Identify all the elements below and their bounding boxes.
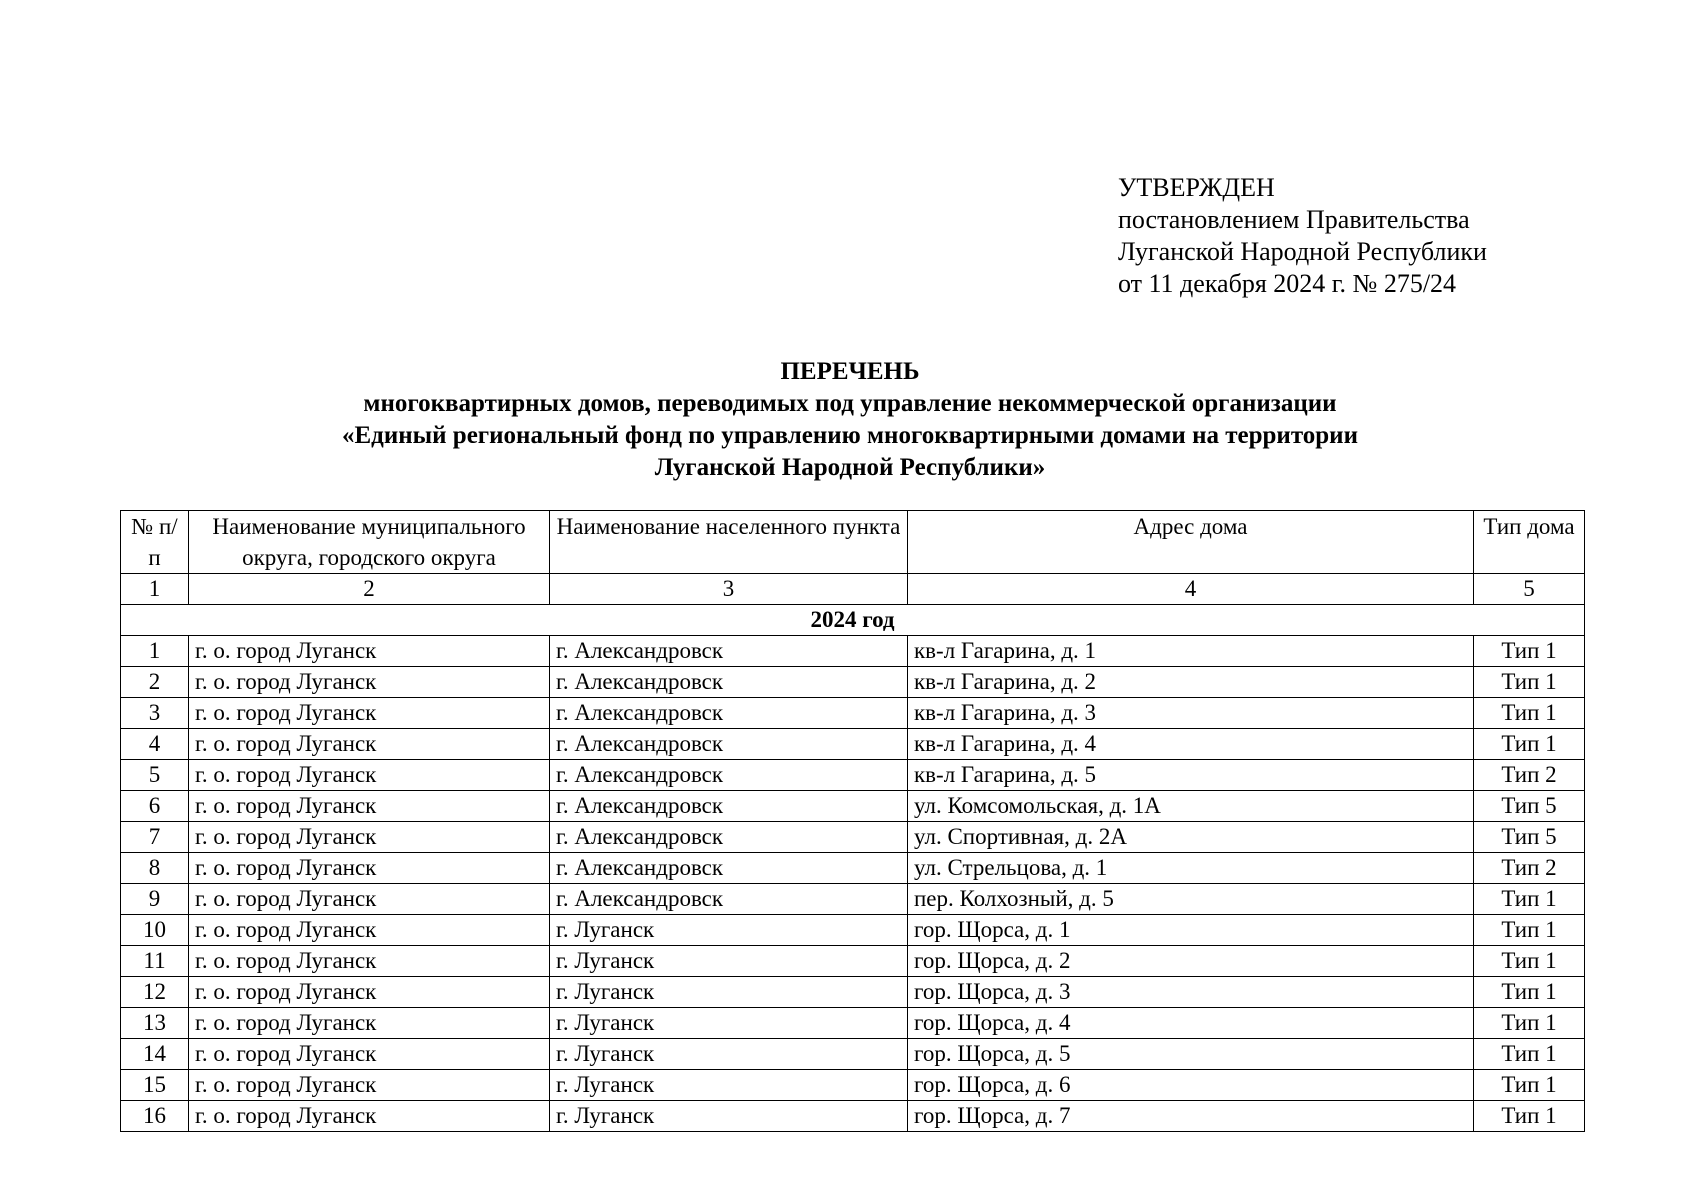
title-heading: ПЕРЕЧЕНЬ xyxy=(780,358,920,385)
cell-district: г. о. город Луганск xyxy=(189,667,550,698)
cell-type: Тип 1 xyxy=(1474,946,1585,977)
cell-locality: г. Луганск xyxy=(550,1008,908,1039)
cell-num: 16 xyxy=(121,1101,189,1132)
cell-address: кв-л Гагарина, д. 4 xyxy=(908,729,1474,760)
cell-locality: г. Александровск xyxy=(550,698,908,729)
table-row xyxy=(121,791,1585,822)
cell-district: г. о. город Луганск xyxy=(189,946,550,977)
cell-locality: г. Луганск xyxy=(550,946,908,977)
cell-district: г. о. город Луганск xyxy=(189,915,550,946)
table-row xyxy=(121,1039,1585,1070)
title-line: Луганской Народной Республики» xyxy=(654,454,1046,481)
cell-num: 13 xyxy=(121,1008,189,1039)
cell-num: 12 xyxy=(121,977,189,1008)
cell-num: 10 xyxy=(121,915,189,946)
cell-type: Тип 1 xyxy=(1474,1101,1585,1132)
header-address: Адрес дома xyxy=(908,511,1474,574)
cell-address: кв-л Гагарина, д. 5 xyxy=(908,760,1474,791)
cell-district: г. о. город Луганск xyxy=(189,977,550,1008)
cell-address: гор. Щорса, д. 3 xyxy=(908,977,1474,1008)
cell-address: ул. Комсомольская, д. 1А xyxy=(908,791,1474,822)
cell-district: г. о. город Луганск xyxy=(189,853,550,884)
column-number: 1 xyxy=(121,574,189,605)
cell-type: Тип 1 xyxy=(1474,729,1585,760)
table-row xyxy=(121,760,1585,791)
table-row xyxy=(121,977,1585,1008)
table-row xyxy=(121,946,1585,977)
cell-address: ул. Стрельцова, д. 1 xyxy=(908,853,1474,884)
cell-district: г. о. город Луганск xyxy=(189,884,550,915)
cell-type: Тип 1 xyxy=(1474,667,1585,698)
header-locality: Наименование населенного пункта xyxy=(550,511,908,574)
cell-num: 7 xyxy=(121,822,189,853)
cell-num: 8 xyxy=(121,853,189,884)
cell-address: гор. Щорса, д. 7 xyxy=(908,1101,1474,1132)
title-line: «Единый региональный фонд по управлению многоквартирными домами на территории xyxy=(342,422,1358,449)
cell-address: кв-л Гагарина, д. 1 xyxy=(908,636,1474,667)
cell-locality: г. Луганск xyxy=(550,1039,908,1070)
cell-district: г. о. город Луганск xyxy=(189,760,550,791)
cell-num: 9 xyxy=(121,884,189,915)
cell-num: 5 xyxy=(121,760,189,791)
cell-address: гор. Щорса, д. 6 xyxy=(908,1070,1474,1101)
table-row xyxy=(121,698,1585,729)
cell-type: Тип 1 xyxy=(1474,698,1585,729)
table-row xyxy=(121,1070,1585,1101)
table-row xyxy=(121,667,1585,698)
approval-line: Луганской Народной Республики xyxy=(1118,237,1487,266)
header-district: Наименование муниципального округа, городского округа xyxy=(189,511,550,574)
cell-district: г. о. город Луганск xyxy=(189,1039,550,1070)
cell-type: Тип 5 xyxy=(1474,822,1585,853)
cell-type: Тип 1 xyxy=(1474,915,1585,946)
cell-num: 4 xyxy=(121,729,189,760)
cell-type: Тип 1 xyxy=(1474,884,1585,915)
year-row xyxy=(121,605,1585,636)
cell-district: г. о. город Луганск xyxy=(189,791,550,822)
cell-district: г. о. город Луганск xyxy=(189,729,550,760)
cell-type: Тип 1 xyxy=(1474,1070,1585,1101)
cell-type: Тип 5 xyxy=(1474,791,1585,822)
cell-address: гор. Щорса, д. 1 xyxy=(908,915,1474,946)
table-row xyxy=(121,1101,1585,1132)
approval-title: УТВЕРЖДЕН xyxy=(1118,173,1275,202)
cell-num: 14 xyxy=(121,1039,189,1070)
header-type: Тип дома xyxy=(1474,511,1585,574)
cell-num: 6 xyxy=(121,791,189,822)
header-num: № п/п xyxy=(121,511,189,574)
cell-locality: г. Александровск xyxy=(550,760,908,791)
cell-locality: г. Александровск xyxy=(550,636,908,667)
cell-locality: г. Александровск xyxy=(550,791,908,822)
cell-locality: г. Луганск xyxy=(550,1101,908,1132)
column-number: 2 xyxy=(189,574,550,605)
cell-type: Тип 1 xyxy=(1474,636,1585,667)
cell-address: кв-л Гагарина, д. 2 xyxy=(908,667,1474,698)
table-row xyxy=(121,636,1585,667)
table-row xyxy=(121,853,1585,884)
cell-locality: г. Луганск xyxy=(550,977,908,1008)
approval-date: от 11 декабря 2024 г. № 275/24 xyxy=(1118,269,1457,298)
cell-num: 1 xyxy=(121,636,189,667)
approval-stamp xyxy=(1118,172,1487,300)
cell-address: гор. Щорса, д. 5 xyxy=(908,1039,1474,1070)
cell-type: Тип 1 xyxy=(1474,1008,1585,1039)
cell-num: 11 xyxy=(121,946,189,977)
table-row xyxy=(121,822,1585,853)
cell-num: 15 xyxy=(121,1070,189,1101)
cell-num: 2 xyxy=(121,667,189,698)
cell-district: г. о. город Луганск xyxy=(189,698,550,729)
cell-locality: г. Александровск xyxy=(550,822,908,853)
cell-address: ул. Спортивная, д. 2А xyxy=(908,822,1474,853)
table-row xyxy=(121,1008,1585,1039)
cell-locality: г. Александровск xyxy=(550,667,908,698)
table-row xyxy=(121,884,1585,915)
column-number: 3 xyxy=(550,574,908,605)
column-number-row xyxy=(121,574,1585,605)
houses-table xyxy=(120,510,1585,1132)
approval-line: постановлением Правительства xyxy=(1118,205,1470,234)
table-row xyxy=(121,729,1585,760)
cell-type: Тип 1 xyxy=(1474,1039,1585,1070)
cell-district: г. о. город Луганск xyxy=(189,636,550,667)
cell-address: пер. Колхозный, д. 5 xyxy=(908,884,1474,915)
cell-address: гор. Щорса, д. 4 xyxy=(908,1008,1474,1039)
cell-locality: г. Александровск xyxy=(550,729,908,760)
cell-num: 3 xyxy=(121,698,189,729)
year-label: 2024 год xyxy=(121,605,1585,636)
cell-type: Тип 1 xyxy=(1474,977,1585,1008)
title-line: многоквартирных домов, переводимых под управление некоммерческой организации xyxy=(363,390,1337,417)
cell-locality: г. Луганск xyxy=(550,915,908,946)
cell-locality: г. Александровск xyxy=(550,884,908,915)
cell-district: г. о. город Луганск xyxy=(189,822,550,853)
cell-address: кв-л Гагарина, д. 3 xyxy=(908,698,1474,729)
cell-locality: г. Александровск xyxy=(550,853,908,884)
cell-type: Тип 2 xyxy=(1474,853,1585,884)
cell-locality: г. Луганск xyxy=(550,1070,908,1101)
cell-address: гор. Щорса, д. 2 xyxy=(908,946,1474,977)
cell-district: г. о. город Луганск xyxy=(189,1101,550,1132)
cell-type: Тип 2 xyxy=(1474,760,1585,791)
table-header-row xyxy=(121,511,1585,574)
column-number: 4 xyxy=(908,574,1474,605)
cell-district: г. о. город Луганск xyxy=(189,1070,550,1101)
document-title xyxy=(200,356,1500,484)
column-number: 5 xyxy=(1474,574,1585,605)
table-row xyxy=(121,915,1585,946)
cell-district: г. о. город Луганск xyxy=(189,1008,550,1039)
